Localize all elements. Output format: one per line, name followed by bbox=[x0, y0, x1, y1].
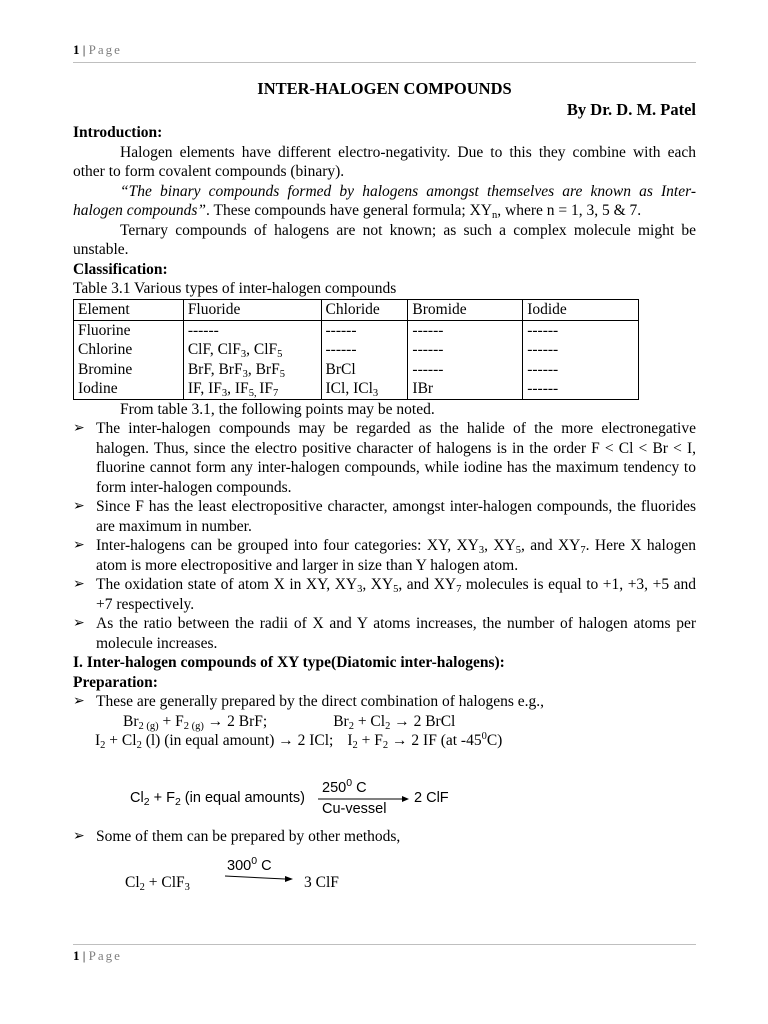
prep-list-2 bbox=[73, 827, 696, 847]
arrow-bullet-icon: ➢ bbox=[73, 499, 85, 514]
point-text: Since F has the least electropositive character, amongst inter-halogen compounds, the fluorides are maximum in number. bbox=[96, 498, 696, 535]
point-text: Inter-halogens can be grouped into four categories: XY, XY bbox=[96, 537, 479, 554]
eq-part: 300 bbox=[227, 858, 252, 874]
point-text: The oxidation state of atom X in XY, XY bbox=[96, 576, 358, 593]
equation-line-1 bbox=[73, 712, 696, 732]
eq-sup: 0 bbox=[251, 855, 258, 867]
arrow-bullet-icon: ➢ bbox=[73, 694, 85, 709]
point-text: molecules is equal to +1, +3, +5 and +7 respectively. bbox=[96, 576, 696, 613]
eq-sub: 2 (g) bbox=[138, 720, 159, 732]
eq-part: Cl bbox=[125, 874, 140, 891]
point-text: . Here X halogen atom is more electropositive and larger in size than Y halogen atom. bbox=[96, 537, 696, 574]
points-list bbox=[73, 419, 696, 653]
point-text: , and XY bbox=[398, 576, 457, 593]
table-cell bbox=[321, 379, 408, 399]
document-author: By Dr. D. M. Patel bbox=[566, 100, 696, 119]
document-body bbox=[73, 78, 696, 751]
table-cell: ------ bbox=[408, 360, 523, 380]
eq-sub: 3 bbox=[184, 882, 190, 893]
table-cell: BrCl bbox=[321, 360, 408, 380]
eq-part: + F bbox=[357, 732, 383, 749]
formula-sub: 3 bbox=[242, 368, 248, 380]
section-heading-xy: I. Inter-halogen compounds of XY type(Diatomic inter-halogens): bbox=[73, 654, 505, 671]
prep-list-other bbox=[73, 827, 696, 847]
table-cell: ------ bbox=[321, 340, 408, 360]
col-header: Chloride bbox=[321, 299, 408, 320]
arrow-bullet-icon: ➢ bbox=[73, 616, 85, 631]
formula-sub: 5 bbox=[515, 545, 521, 556]
reaction-clf-from-clf3 bbox=[125, 855, 425, 898]
eq-part: + ClF bbox=[144, 874, 185, 891]
table-cell: ------ bbox=[523, 320, 639, 340]
table-cell: ------ bbox=[321, 320, 408, 340]
condition-temperature bbox=[227, 855, 272, 874]
list-item bbox=[73, 827, 696, 847]
introduction-heading: Introduction: bbox=[73, 124, 163, 141]
formula-part: , IF bbox=[227, 380, 249, 397]
reaction-clf-from-elements bbox=[130, 777, 550, 824]
formula-sub: 7 bbox=[272, 388, 279, 399]
document-page bbox=[73, 0, 696, 1024]
eq-part: → 2 BrF; bbox=[203, 712, 268, 730]
list-item bbox=[73, 497, 696, 536]
eq-part: + Cl bbox=[105, 732, 137, 749]
eq-part: 250 bbox=[322, 780, 347, 796]
table-cell: ------ bbox=[523, 360, 639, 380]
eq-sup: 0 bbox=[481, 731, 487, 742]
point-text: These are generally prepared by the direct combination of halogens e.g., bbox=[96, 693, 545, 710]
eq-sub: 2 bbox=[348, 720, 354, 732]
eq-sub: 2 bbox=[143, 796, 150, 808]
eq-part: C) bbox=[486, 732, 503, 749]
page-header bbox=[73, 42, 696, 58]
table-header-row bbox=[74, 299, 639, 320]
eq-sub: 2 bbox=[174, 796, 181, 808]
condition-vessel: Cu-vessel bbox=[322, 801, 387, 817]
table-cell: Iodine bbox=[74, 379, 184, 399]
table-cell: ------ bbox=[408, 320, 523, 340]
page-footer bbox=[73, 948, 696, 964]
table-cell: IBr bbox=[408, 379, 523, 399]
table-row bbox=[74, 340, 639, 360]
eq-part: (in equal amounts) bbox=[180, 790, 305, 806]
table-row bbox=[74, 379, 639, 399]
product: 3 ClF bbox=[304, 874, 339, 891]
formula-sub: 7 bbox=[580, 545, 586, 556]
formula-sub: 7 bbox=[456, 584, 462, 595]
point-text: Some of them can be prepared by other methods, bbox=[96, 828, 401, 845]
eq-part: I bbox=[95, 732, 101, 749]
eq-part: Br bbox=[123, 712, 139, 730]
eq-part: + F bbox=[149, 790, 175, 806]
eq-part: (l) (in equal amount) → 2 ICl; bbox=[141, 732, 334, 749]
interhalogen-table bbox=[73, 299, 639, 400]
eq-sub: 2 bbox=[136, 740, 142, 751]
eq-sub: 2 bbox=[352, 740, 358, 751]
formula-part: , BrF bbox=[247, 360, 280, 378]
intro-paragraph-1: Halogen elements have different electro-negativity. Due to this they combine with each other to form covalent compounds (binary). bbox=[73, 143, 696, 180]
intro-paragraph-2 bbox=[73, 182, 696, 221]
eq-sup: 0 bbox=[346, 777, 353, 789]
table-cell: ------ bbox=[183, 320, 321, 340]
eq-part: + Cl bbox=[353, 712, 386, 730]
table-cell bbox=[183, 340, 321, 360]
formula-sub: 3 bbox=[357, 584, 363, 595]
list-item bbox=[73, 575, 696, 614]
definition-text-end: , where n = 1, 3, 5 & 7. bbox=[497, 202, 642, 219]
arrow-bullet-icon: ➢ bbox=[73, 829, 85, 844]
col-header: Bromide bbox=[408, 299, 523, 320]
formula-sub: 3 bbox=[372, 388, 379, 399]
table-cell: ------ bbox=[408, 340, 523, 360]
col-header: Fluoride bbox=[183, 299, 321, 320]
table-cell: ------ bbox=[523, 379, 639, 399]
formula-part: ICl, ICl bbox=[325, 380, 373, 397]
subscript-n: n bbox=[492, 210, 498, 221]
header-rule bbox=[73, 62, 696, 63]
formula-sub: 5 bbox=[277, 349, 283, 360]
product: 2 ClF bbox=[414, 790, 449, 806]
formula-part: BrF, BrF bbox=[187, 360, 243, 378]
reaction-arrow-icon bbox=[225, 874, 295, 882]
header-page-label: Page bbox=[88, 42, 122, 57]
table-caption: Table 3.1 Various types of inter-halogen compounds bbox=[73, 280, 397, 297]
preparation-heading: Preparation: bbox=[73, 673, 158, 691]
prep-list bbox=[73, 692, 696, 712]
formula-part: IF bbox=[259, 380, 273, 397]
classification-heading: Classification: bbox=[73, 260, 168, 278]
list-item bbox=[73, 536, 696, 575]
footer-page-number: 1 bbox=[73, 948, 80, 963]
table-row bbox=[74, 320, 639, 340]
eq-part: C bbox=[257, 858, 272, 874]
table-cell bbox=[183, 360, 321, 380]
reactants bbox=[130, 790, 305, 806]
point-text: As the ratio between the radii of X and Y atoms increases, the number of halogen atoms per molecule increases. bbox=[96, 615, 696, 652]
formula-part: ClF, ClF bbox=[187, 341, 241, 358]
formula-part: IF, IF bbox=[187, 380, 222, 397]
eq-part: + F bbox=[158, 712, 184, 730]
definition-text: . These compounds have general formula; XY bbox=[206, 202, 492, 219]
intro-paragraph-3: Ternary compounds of halogens are not known; as such a complex molecule might be unstable. bbox=[73, 221, 696, 258]
table-row bbox=[74, 360, 639, 380]
eq-part: Br bbox=[333, 712, 349, 730]
eq-part: → 2 IF (at -45 bbox=[388, 732, 482, 749]
footer-page-label: Page bbox=[88, 948, 122, 963]
col-header: Iodide bbox=[523, 299, 639, 320]
footer-rule bbox=[73, 944, 696, 945]
table-cell bbox=[183, 379, 321, 399]
point-text: The inter-halogen compounds may be regarded as the halide of the more electronegative halogen. Thus, since the electro positive character of halogens is in the order F < Cl < Br < I, fluorine cannot form any inter-halogen compounds, while iodine has the maximum tendency to form inter-halogen compounds. bbox=[96, 420, 696, 496]
eq-part: C bbox=[352, 780, 367, 796]
list-item bbox=[73, 419, 696, 497]
eq-part: Cl bbox=[130, 790, 144, 806]
col-header: Element bbox=[74, 299, 184, 320]
list-item bbox=[73, 614, 696, 653]
table-cell: Chlorine bbox=[74, 340, 184, 360]
formula-sub: 3 bbox=[478, 545, 485, 556]
point-text: , and XY bbox=[520, 537, 581, 554]
formula-sub: 5 bbox=[279, 368, 285, 380]
eq-sub: 2 (g) bbox=[183, 720, 204, 732]
arrow-bullet-icon: ➢ bbox=[73, 538, 85, 553]
eq-part: I bbox=[347, 732, 353, 749]
point-text: , XY bbox=[484, 537, 516, 554]
formula-sub: 5 bbox=[393, 584, 399, 595]
formula-sub: 5, bbox=[248, 388, 260, 399]
footer-separator: | bbox=[79, 948, 89, 963]
formula-sub: 3 bbox=[240, 349, 247, 360]
table-cell: Fluorine bbox=[74, 320, 184, 340]
eq-sub: 2 bbox=[100, 740, 106, 751]
definition-italic: “The binary compounds formed by halogens amongst themselves are known as Inter-halogen compounds” bbox=[73, 182, 696, 219]
arrow-bullet-icon: ➢ bbox=[73, 421, 85, 436]
reactants bbox=[125, 874, 190, 892]
eq-sub: 2 bbox=[385, 720, 391, 732]
arrow-bullet-icon: ➢ bbox=[73, 577, 85, 592]
header-page-number: 1 bbox=[73, 42, 80, 57]
equation-line-2 bbox=[73, 731, 696, 751]
formula-part: , ClF bbox=[246, 341, 278, 358]
point-text: , XY bbox=[362, 576, 394, 593]
eq-part: → 2 BrCl bbox=[390, 712, 456, 730]
formula-sub: 3 bbox=[221, 388, 228, 399]
header-separator: | bbox=[79, 42, 89, 57]
table-note: From table 3.1, the following points may be noted. bbox=[120, 400, 435, 418]
eq-sub: 2 bbox=[139, 882, 145, 893]
table-cell: ------ bbox=[523, 340, 639, 360]
table-cell: Bromine bbox=[74, 360, 184, 380]
list-item bbox=[73, 692, 696, 712]
document-title: INTER-HALOGEN COMPOUNDS bbox=[257, 79, 512, 98]
eq-sub: 2 bbox=[382, 740, 389, 751]
